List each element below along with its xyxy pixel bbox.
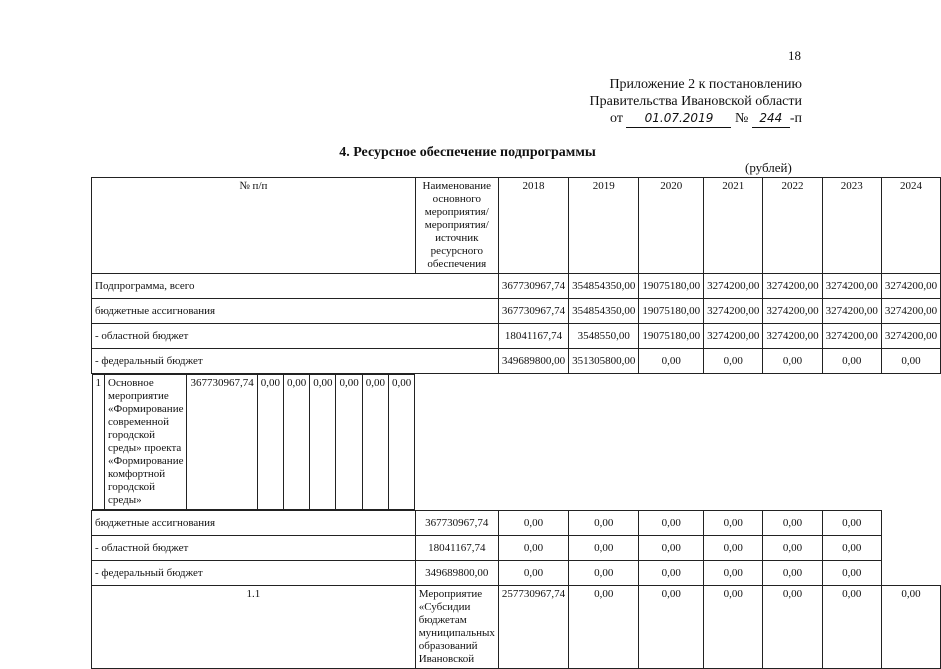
col-name: Наименование основного мероприятия/мероприятия/источник ресурсного обеспечения — [415, 178, 498, 274]
cell: 19075180,00 — [639, 299, 704, 324]
table-row — [92, 349, 941, 374]
cell: 18041167,74 — [498, 324, 568, 349]
cell: 3548550,00 — [569, 324, 639, 349]
cell: 0,00 — [704, 511, 763, 536]
cell: 3274200,00 — [763, 299, 822, 324]
cell: 354854350,00 — [569, 274, 639, 299]
cell: 0,00 — [822, 561, 881, 586]
handwritten-number: 244 — [752, 110, 790, 128]
cell: 0,00 — [704, 349, 763, 374]
cell: 3274200,00 — [822, 324, 881, 349]
cell: 3274200,00 — [881, 299, 940, 324]
row-num: 1.1 — [92, 586, 416, 669]
row-label: Подпрограмма, всего — [92, 274, 499, 299]
cell: 3274200,00 — [763, 274, 822, 299]
cell: 257730967,74 — [498, 586, 568, 669]
table-row — [92, 375, 415, 510]
cell: 3274200,00 — [822, 299, 881, 324]
row-label: бюджетные ассигнования — [92, 299, 499, 324]
table-row — [92, 299, 941, 324]
cell: 0,00 — [639, 536, 704, 561]
cell: 351305800,00 — [569, 349, 639, 374]
cell: 0,00 — [569, 586, 639, 669]
cell: 0,00 — [822, 511, 881, 536]
cell: 349689800,00 — [498, 349, 568, 374]
cell: 0,00 — [498, 536, 568, 561]
cell: 3274200,00 — [704, 324, 763, 349]
unit-label: (рублей) — [745, 160, 792, 175]
cell: 18041167,74 — [415, 536, 498, 561]
appendix-header — [590, 76, 802, 128]
cell: 0,00 — [310, 375, 336, 510]
table-row — [92, 274, 941, 299]
cell: 0,00 — [283, 375, 309, 510]
cell: 0,00 — [704, 536, 763, 561]
col-year: 2023 — [822, 178, 881, 274]
table-row — [92, 511, 941, 536]
cell: 0,00 — [881, 349, 940, 374]
cell: 0,00 — [569, 561, 639, 586]
appendix-line2: Правительства Ивановской области — [589, 94, 802, 109]
row-num: 1 — [92, 375, 105, 510]
row-label: - федеральный бюджет — [92, 349, 499, 374]
cell: 0,00 — [763, 536, 822, 561]
cell: 3274200,00 — [881, 274, 940, 299]
cell: 0,00 — [569, 511, 639, 536]
cell: 367730967,74 — [498, 299, 568, 324]
table-row — [92, 561, 941, 586]
cell: 0,00 — [822, 349, 881, 374]
cell: 0,00 — [763, 586, 822, 669]
row-label: Основное мероприятие «Формирование современной городской среды» проекта «Формирование комфортной городской среды» — [105, 375, 187, 510]
row-label: бюджетные ассигнования — [92, 511, 416, 536]
col-year: 2021 — [704, 178, 763, 274]
col-year: 2022 — [763, 178, 822, 274]
handwritten-date: 01.07.2019 — [626, 110, 731, 128]
row-label: Мероприятие «Субсидии бюджетам муниципальных образований Ивановской — [415, 586, 498, 669]
section-title: 4. Ресурсное обеспечение подпрограммы — [339, 145, 596, 160]
cell: 367730967,74 — [187, 375, 257, 510]
cell: 0,00 — [639, 511, 704, 536]
col-year: 2020 — [639, 178, 704, 274]
cell: 3274200,00 — [704, 274, 763, 299]
row-label: - областной бюджет — [92, 536, 416, 561]
resource-table — [91, 177, 941, 669]
table-row — [92, 536, 941, 561]
cell: 0,00 — [763, 561, 822, 586]
row-label: - федеральный бюджет — [92, 561, 416, 586]
cell: 0,00 — [257, 375, 283, 510]
cell: 0,00 — [336, 375, 362, 510]
cell: 0,00 — [498, 561, 568, 586]
cell: 0,00 — [881, 586, 940, 669]
cell: 0,00 — [639, 561, 704, 586]
row-label: - областной бюджет — [92, 324, 499, 349]
from-label: от — [610, 111, 623, 126]
cell: 367730967,74 — [498, 274, 568, 299]
cell: 3274200,00 — [881, 324, 940, 349]
header-row — [92, 178, 941, 274]
cell: 3274200,00 — [763, 324, 822, 349]
table-row — [92, 586, 941, 669]
cell: 0,00 — [704, 586, 763, 669]
cell: 0,00 — [569, 536, 639, 561]
cell: 19075180,00 — [639, 274, 704, 299]
col-year: 2018 — [498, 178, 568, 274]
appendix-line1: Приложение 2 к постановлению — [609, 77, 802, 92]
cell: 0,00 — [639, 349, 704, 374]
cell: 0,00 — [822, 586, 881, 669]
table-row — [92, 324, 941, 349]
cell: 0,00 — [388, 375, 414, 510]
cell: 349689800,00 — [415, 561, 498, 586]
cell: 354854350,00 — [569, 299, 639, 324]
cell: 19075180,00 — [639, 324, 704, 349]
col-num: № п/п — [92, 178, 416, 274]
cell: 0,00 — [763, 511, 822, 536]
cell: 0,00 — [822, 536, 881, 561]
cell: 0,00 — [704, 561, 763, 586]
cell: 367730967,74 — [415, 511, 498, 536]
appendix-line3 — [590, 110, 802, 128]
cell: 3274200,00 — [822, 274, 881, 299]
cell: 0,00 — [498, 511, 568, 536]
col-year: 2024 — [881, 178, 940, 274]
cell: 0,00 — [763, 349, 822, 374]
cell: 0,00 — [639, 586, 704, 669]
number-suffix: -п — [789, 111, 802, 126]
col-year: 2019 — [569, 178, 639, 274]
page-number: 18 — [788, 48, 801, 63]
cell: 0,00 — [362, 375, 388, 510]
cell: 3274200,00 — [704, 299, 763, 324]
number-sign: № — [734, 111, 749, 126]
